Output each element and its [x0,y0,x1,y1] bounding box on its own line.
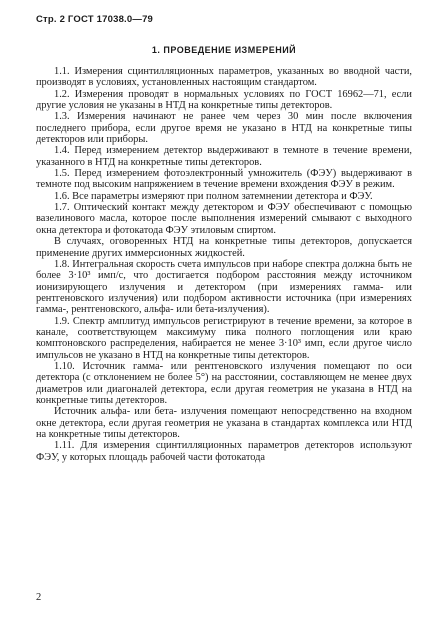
paragraph-1-2: 1.2. Измерения проводят в нормальных условиях по ГОСТ 16962—71, если другие условия не указаны в НТД на конкретные типы детекторов. [36,88,412,112]
paragraph-1-11: 1.11. Для измерения сцинтилляционных параметров детекторов используют ФЭУ, у которых площадь рабочей части фотокатода [36,440,412,463]
paragraph-1-10: 1.10. Источник гамма- или рентгеновского излучения помещают по оси детектора (с отклонением не более 5°) на расстоянии, составляющем не менее двух диаметров или диагоналей детектора, если другая геометрия не указана в НТД на конкретные типы детекторов. [36,360,412,406]
page-number: 2 [36,592,42,603]
paragraph-1-7-note: В случаях, оговоренных НТД на конкретные типы детекторов, допускается применение других иммерсионных жидкостей. [36,236,412,259]
paragraph-1-1: 1.1. Измерения сцинтилляционных параметров, указанных во вводной части, производят в условиях, установленных настоящим стандартом. [36,66,412,89]
page-header: Стр. 2 ГОСТ 17038.0—79 [36,14,154,25]
paragraph-1-5: 1.5. Перед измерением фотоэлектронный умножитель (ФЭУ) выдерживают в темноте под высоким напряжением в течение времени вхождения ФЭУ в режим. [36,168,412,191]
paragraph-1-6: 1.6. Все параметры измеряют при полном затемнении детектора и ФЭУ. [54,190,373,202]
paragraph-1-9: 1.9. Спектр амплитуд импульсов регистрируют в течение времени, за которое в канале, соответствующем максимуму пика полного поглощения или краю комптоновского распределения, набирается не менее 3·10³ имп, если другое число импульсов не указано в НТД на конкретные типы детекторов. [36,315,412,361]
paragraph-1-7: 1.7. Оптический контакт между детектором и ФЭУ обеспечивают с помощью вазелинового масла, которое после выполнения измерений смывают с выходного окна детектора и фотокатода ФЭУ этиловым спиртом. [36,202,412,236]
body-text [36,66,412,463]
section-title: 1. ПРОВЕДЕНИЕ ИЗМЕРЕНИЙ [151,45,297,55]
paragraph-1-3: 1.3. Измерения начинают не ранее чем через 30 мин после включения последнего прибора, если другое время не указано в НТД на конкретные типы детекторов или приборы. [36,111,412,146]
paragraph-1-8: 1.8. Интегральная скорость счета импульсов при наборе спектра должна быть не более 3·10³ имп/с, что достигается подбором расстояния между источником ионизирующего излучения и детектором (при измерениях гамма- или рентгеновского излучения) или подбором активности источника (при измерениях гамма-, рентгеновского, альфа- или бета-излучения). [36,258,412,316]
paragraph-1-10-note: Источник альфа- или бета- излучения помещают непосредственно на входном окне детектора, если другая геометрия не указана в стандартах комплекса или НТД на конкретные типы детекторов. [36,406,412,440]
paragraph-1-4: 1.4. Перед измерением детектор выдерживают в темноте в течение времени, указанного в НТД на конкретные типы детекторов. [36,145,412,168]
